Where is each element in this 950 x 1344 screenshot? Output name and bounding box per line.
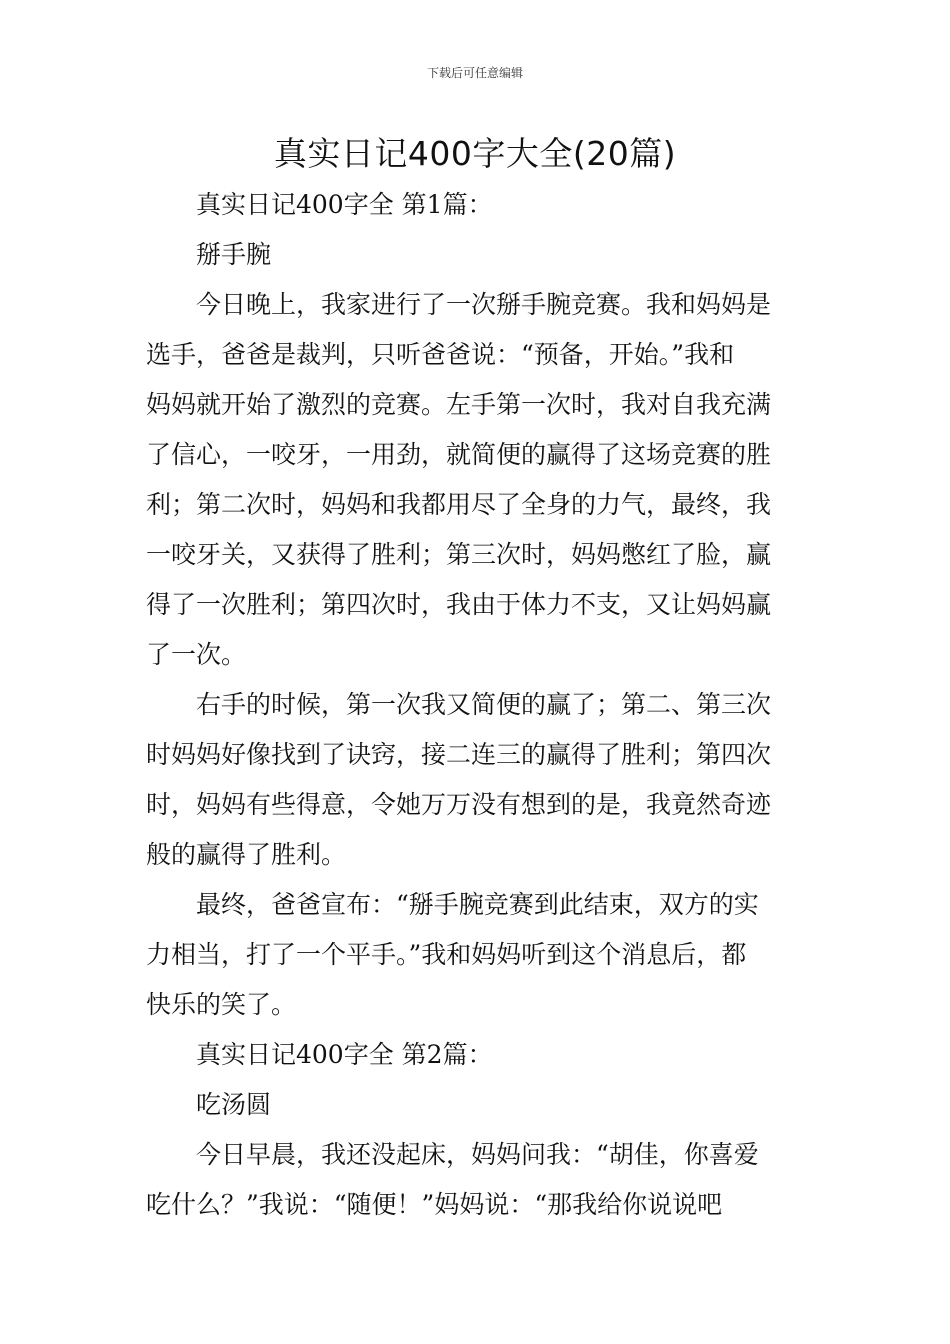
- body-text-line: 了信心，一咬牙，一用劲，就简便的赢得了这场竞赛的胜: [146, 440, 772, 469]
- document-title: 真实日记400字大全(20篇): [273, 134, 677, 173]
- section-heading: 吃汤圆: [196, 1090, 272, 1119]
- body-text-line: 今日晚上，我家进行了一次掰手腕竞赛。我和妈妈是: [196, 290, 772, 319]
- body-text-line: 选手，爸爸是裁判，只听爸爸说：“预备，开始。”我和: [146, 340, 735, 369]
- body-text-line: 今日早晨，我还没起床，妈妈问我：“胡佳，你喜爱: [196, 1140, 759, 1169]
- section-heading: 真实日记400字全 第1篇：: [196, 190, 493, 219]
- body-text-line: 得了一次胜利；第四次时，我由于体力不支，又让妈妈赢: [146, 590, 772, 619]
- body-text-line: 了一次。: [146, 640, 247, 669]
- body-text-line: 吃什么？”我说：“随便！”妈妈说：“那我给你说说吧: [146, 1190, 723, 1219]
- body-text-line: 利；第二次时，妈妈和我都用尽了全身的力气，最终，我: [146, 490, 772, 519]
- body-text-line: 时妈妈好像找到了诀窍，接二连三的赢得了胜利；第四次: [146, 740, 772, 769]
- section-heading: 掰手腕: [196, 240, 272, 269]
- body-text-line: 最终，爸爸宣布：“掰手腕竞赛到此结束，双方的实: [196, 890, 759, 919]
- body-text-line: 一咬牙关，又获得了胜利；第三次时，妈妈憋红了脸，赢: [146, 540, 772, 569]
- body-text-line: 右手的时候，第一次我又简便的赢了；第二、第三次: [196, 690, 772, 719]
- body-text-line: 时，妈妈有些得意，令她万万没有想到的是，我竟然奇迹: [146, 790, 772, 819]
- section-heading: 真实日记400字全 第2篇：: [196, 1040, 493, 1069]
- body-text-line: 般的赢得了胜利。: [146, 840, 347, 869]
- header-note: 下载后可任意编辑: [426, 66, 523, 80]
- body-text-line: 妈妈就开始了激烈的竞赛。左手第一次时，我对自我充满: [146, 390, 772, 419]
- body-text-line: 快乐的笑了。: [146, 990, 297, 1019]
- body-text-line: 力相当，打了一个平手。”我和妈妈听到这个消息后，都: [146, 940, 747, 969]
